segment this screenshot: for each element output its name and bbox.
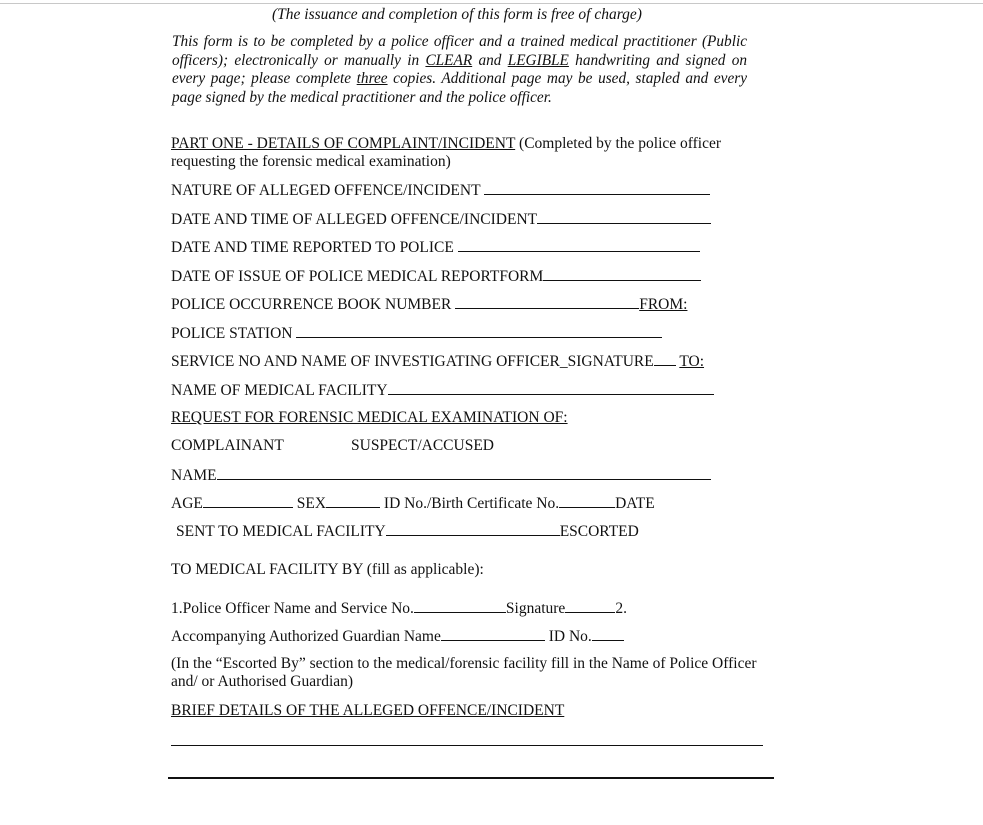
age-label: AGE [171,495,203,512]
part-one-heading-line [171,135,721,153]
guardian-label: Accompanying Authorized Guardian Name [171,628,441,645]
instructions-and: and [472,51,508,69]
free-of-charge-note: (The issuance and completion of this form is free of charge) [272,6,642,23]
date-label: DATE [615,495,655,512]
medical-facility-label: NAME OF MEDICAL FACILITY [171,382,388,399]
brief-details-heading: BRIEF DETAILS OF THE ALLEGED OFFENCE/INCIDENT [171,702,565,719]
date-time-offence-blank[interactable] [537,210,711,224]
item-two-label: 2. [615,600,627,617]
age-sex-id-row [171,494,655,513]
escort-note: (In the “Escorted By” section to the medical/forensic facility fill in the Name of Police Officer and/ or Authorised Guardian) [171,655,757,690]
nature-of-offence-blank[interactable] [484,181,710,195]
sent-to-facility-blank[interactable] [386,522,560,536]
instructions-text-1: This form is to be completed by a police officer and a trained medical practitioner (Public officers); electronically or manually in [172,33,747,69]
date-of-issue-blank[interactable] [543,267,701,281]
officer-escort-row[interactable] [171,599,627,618]
instructions-clear: CLEAR [425,51,473,69]
details-line-1[interactable] [171,745,763,746]
to-facility-by: TO MEDICAL FACILITY BY (fill as applicable): [171,561,484,578]
police-station-blank[interactable] [296,324,662,338]
sex-label: SEX [296,495,327,512]
date-time-offence-field[interactable] [171,210,711,229]
date-of-issue-field[interactable] [171,267,701,286]
sent-to-facility-label: SENT TO MEDICAL FACILITY [176,523,386,540]
instructions-legible: LEGIBLE [507,51,569,69]
name-blank[interactable] [217,466,711,480]
guardian-id-blank[interactable] [592,627,624,641]
investigating-officer-label: SERVICE NO AND NAME OF INVESTIGATING OFFICER_SIGNATURE [171,353,654,370]
complainant-option[interactable]: COMPLAINANT [171,437,284,454]
occurrence-book-field[interactable] [171,295,687,314]
date-time-reported-blank[interactable] [458,238,700,252]
instructions-three: three [356,70,388,87]
officer-name-blank[interactable] [414,599,506,613]
date-time-reported-label: DATE AND TIME REPORTED TO POLICE [171,239,454,256]
signature-blank[interactable] [565,599,615,613]
details-line-2[interactable] [168,777,774,779]
signature-label: Signature [505,600,566,617]
date-time-offence-label: DATE AND TIME OF ALLEGED OFFENCE/INCIDENT [171,211,538,228]
guardian-blank[interactable] [441,627,545,641]
sex-blank[interactable] [326,494,380,508]
page-top-border [0,3,983,4]
nature-of-offence-label: NATURE OF ALLEGED OFFENCE/INCIDENT [171,182,481,199]
date-of-issue-label: DATE OF ISSUE OF POLICE MEDICAL REPORTFORM [171,268,544,285]
officer-name-label: 1.Police Officer Name and Service No. [171,600,414,617]
suspect-option[interactable]: SUSPECT/ACCUSED [351,437,494,454]
name-label: NAME [171,467,217,484]
instructions-text-2: handwriting and signed on every page; please complete [172,51,748,87]
medical-facility-field[interactable] [171,381,714,400]
instructions-paragraph [172,33,747,107]
request-heading: REQUEST FOR FORENSIC MEDICAL EXAMINATION OF: [171,409,568,426]
id-no-label: ID No./Birth Certificate No. [383,495,560,512]
sent-to-facility-field[interactable] [176,522,639,541]
escorted-label: ESCORTED [559,523,639,540]
to-label: TO: [679,353,705,370]
guardian-id-label: ID No. [548,628,592,645]
police-station-label: POLICE STATION [171,325,293,342]
guardian-row[interactable] [171,627,624,646]
investigating-officer-field[interactable] [171,352,704,371]
nature-of-offence-field[interactable] [171,181,710,200]
from-label: FROM: [639,296,688,313]
instructions-text-3: copies. Additional page may be used, stapled and every page signed by the medical practitioner and the police officer. [172,70,747,106]
occurrence-book-label: POLICE OCCURRENCE BOOK NUMBER [171,296,452,313]
date-time-reported-field[interactable] [171,238,700,257]
police-station-field[interactable] [171,324,662,343]
part-one-note-cont: requesting the forensic medical examination) [171,153,451,170]
part-one-heading: PART ONE - DETAILS OF COMPLAINT/INCIDENT [171,135,516,152]
occurrence-book-blank[interactable] [455,295,639,309]
part-one-note: (Completed by the police officer [515,135,722,152]
investigating-officer-blank[interactable] [654,352,676,366]
medical-facility-blank[interactable] [388,381,714,395]
age-blank[interactable] [203,494,293,508]
id-no-blank[interactable] [559,494,615,508]
name-field[interactable] [171,466,711,485]
